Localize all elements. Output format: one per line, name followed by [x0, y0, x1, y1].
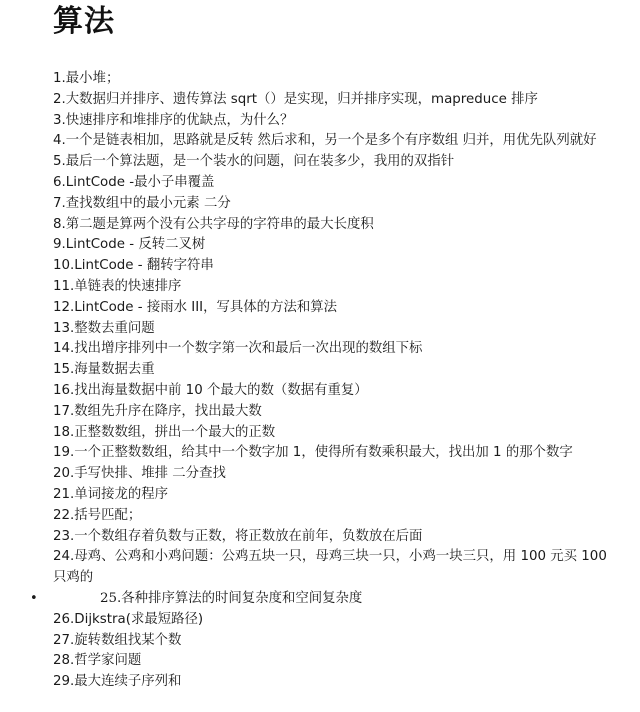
list-item: [53, 651, 618, 672]
list-item-text: 1.最小堆；: [53, 71, 120, 86]
list-item-text: 8.第二题是算两个没有公共字母的字符串的最大长度积: [53, 216, 374, 232]
list-item: [53, 111, 618, 132]
list-item: [53, 527, 618, 548]
list-item: [53, 485, 618, 506]
list-item-text: 12.LintCode - 接雨水 III，写具体的方法和算法: [53, 299, 338, 315]
bullet-icon: •: [30, 590, 38, 606]
list-item-text: 18.正整数数组，拼出一个最大的正数: [53, 424, 276, 440]
list-item: [53, 235, 618, 256]
list-item: [53, 402, 618, 423]
list-item: [53, 672, 618, 693]
list-item-text: 4.一个是链表相加，思路就是反转 然后求和，另一个是多个有序数组 归并，用优先队列就好: [53, 133, 597, 149]
page-title: 算法: [53, 4, 115, 39]
list-item: [53, 298, 618, 319]
list-item-text: 24.母鸡、公鸡和小鸡问题：公鸡五块一只，母鸡三块一只，小鸡一块三只，用 100 元买 100 只鸡的: [53, 549, 607, 586]
list-item: [53, 194, 618, 215]
list-item: [53, 173, 618, 194]
list-item-text: 23.一个数组存着负数与正数，将正数放在前年，负数放在后面: [53, 528, 423, 544]
list-item: [53, 339, 618, 360]
list-item-bulleted: [30, 589, 618, 610]
list-item-text: 9.LintCode - 反转二叉树: [53, 237, 206, 253]
list-item-text: 21.单词接龙的程序: [53, 486, 169, 502]
list-item-text: 3.快速排序和堆排序的优缺点，为什么？: [53, 112, 294, 128]
list-item-text: 7.查找数组中的最小元素 二分: [53, 195, 231, 211]
list-item: [53, 131, 618, 152]
list-item-text: 17.数组先升序在降序，找出最大数: [53, 403, 262, 419]
list-item-text: 25.各种排序算法的时间复杂度和空间复杂度: [100, 590, 363, 606]
list-item: [53, 443, 618, 464]
list-item: [53, 277, 618, 298]
list-item: [53, 423, 618, 444]
list-item-text: 11.单链表的快速排序: [53, 278, 182, 294]
list-item-text: 16.找出海量数据中前 10 个最大的数（数据有重复）: [53, 382, 368, 398]
list-item: [53, 631, 618, 652]
list-item: [53, 69, 618, 90]
list-item: [53, 506, 618, 527]
list-item: [53, 152, 618, 173]
list-item-text: 20.手写快排、堆排 二分查找: [53, 466, 226, 482]
list-item: [53, 381, 618, 402]
list-item: [53, 215, 618, 236]
list-item: [53, 90, 618, 111]
list-item-text: 26.Dijkstra(求最短路径): [53, 611, 204, 627]
list-item: [53, 547, 618, 589]
list-item-text: 13.整数去重问题: [53, 320, 155, 336]
list-item-text: 15.海量数据去重: [53, 362, 155, 378]
list-item: [53, 464, 618, 485]
list-item-text: 2.大数据归并排序、遗传算法 sqrt（）是实现，归并排序实现，mapreduce 排序: [53, 91, 538, 107]
list-item: [53, 610, 618, 631]
list-item-text: 5.最后一个算法题，是一个装水的问题，问在装多少，我用的双指针: [53, 154, 455, 170]
list-item: [53, 360, 618, 381]
list-item-text: 22.括号匹配；: [53, 507, 142, 523]
algorithm-question-list: [30, 69, 618, 693]
list-item-text: 19.一个正整数数组，给其中一个数字加 1，使得所有数乘积最大，找出加 1 的那个数字: [53, 445, 573, 461]
list-item-text: 6.LintCode -最小子串覆盖: [53, 174, 215, 190]
list-item: [53, 256, 618, 277]
list-item-text: 29.最大连续子序列和: [53, 674, 182, 690]
list-item: [53, 319, 618, 340]
list-item-text: 28.哲学家问题: [53, 653, 142, 669]
list-item-text: 14.找出增序排列中一个数字第一次和最后一次出现的数组下标: [53, 341, 423, 357]
list-item-text: 10.LintCode - 翻转字符串: [53, 258, 214, 274]
list-item-text: 27.旋转数组找某个数: [53, 632, 182, 648]
